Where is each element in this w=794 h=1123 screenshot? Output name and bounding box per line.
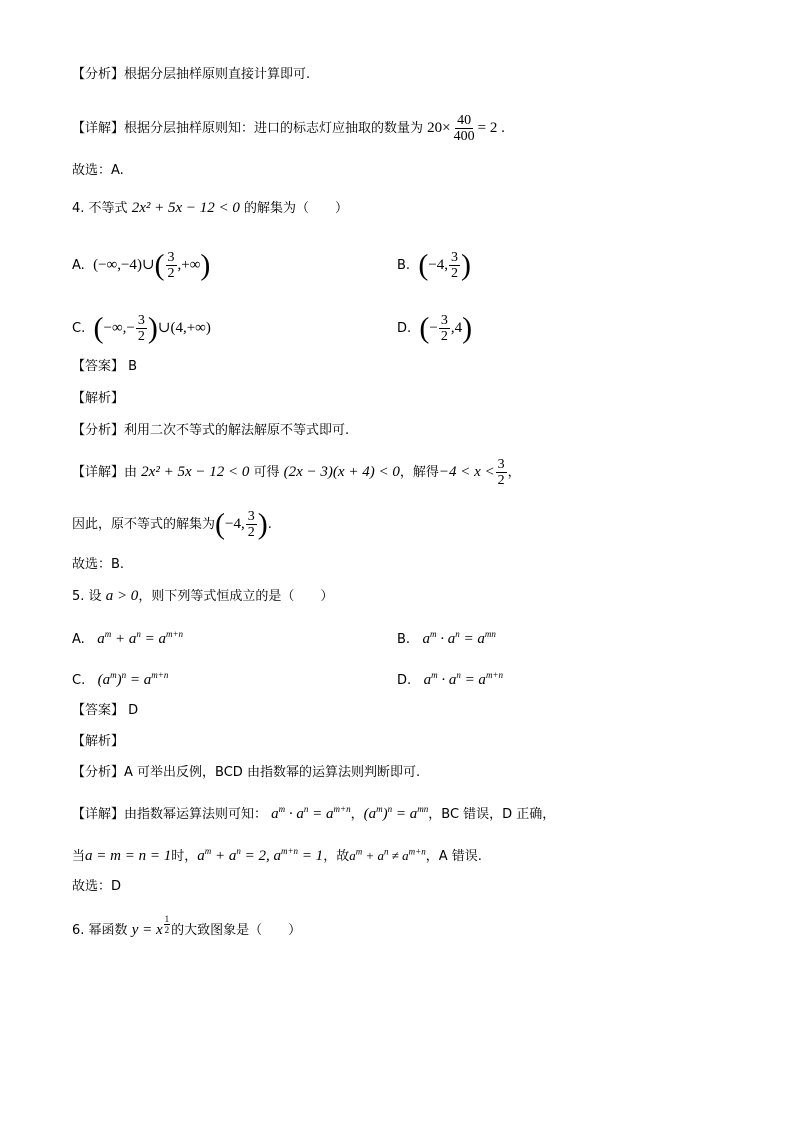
answer-value: B — [128, 359, 138, 374]
option-label: D. — [397, 673, 412, 688]
left-paren: ( — [154, 248, 165, 282]
option-expression — [419, 311, 473, 345]
q5-analysis — [72, 764, 420, 782]
stem-expression: y = x $\frac{1}{2}$ — [131, 914, 170, 938]
fraction-numerator: 3 — [167, 250, 175, 265]
fraction-denominator: 2 — [167, 266, 175, 281]
q5-option-c — [72, 666, 168, 690]
detail-text: 由指数幂运算法则可知： — [124, 807, 268, 822]
option-expression: $(a^m)^n = a^{m+n}$ — [97, 670, 169, 688]
left-paren: ( — [215, 507, 226, 541]
fraction-numerator: 3 — [497, 457, 505, 472]
q4-answer — [72, 358, 137, 376]
fraction-denominator: 400 — [453, 129, 475, 144]
interval-part: − — [429, 319, 438, 336]
interval-tail: 4,+∞ — [175, 319, 206, 336]
stem-prefix: 6. 幂函数 — [72, 923, 128, 938]
q3-choice: 故选：A. — [72, 163, 124, 178]
option-label: C. — [72, 320, 86, 336]
fraction-denominator: 2 — [451, 266, 459, 281]
option-expression: (−∞,−4)∪( $\frac{3}{2}$ ,+∞) — [93, 248, 211, 282]
q5-choice: 故选：D — [72, 879, 122, 894]
option-expression: $a^m + a^n = a^{m+n}$ — [97, 629, 184, 647]
option-label: B. — [397, 257, 411, 273]
interval-part: −∞,− — [103, 319, 135, 336]
left-paren: ( — [93, 311, 104, 345]
fraction-numerator: 3 — [247, 509, 255, 524]
option-label: B. — [397, 632, 411, 647]
stem-suffix: 的大致图象是（ ） — [171, 923, 302, 938]
q4-option-d — [397, 313, 472, 344]
q5-answer — [72, 702, 138, 720]
q3-detail-line — [72, 113, 505, 144]
fraction-denominator: 2 — [137, 329, 145, 344]
conclusion-text: . — [267, 516, 272, 532]
union-symbol: ∪ — [141, 256, 155, 273]
q5-explain-tag: 【解析】 — [72, 734, 125, 749]
fraction-denominator: 2 — [497, 473, 505, 488]
interval-tail: ,+∞ — [177, 256, 201, 273]
fraction-denominator: 2 — [440, 329, 448, 344]
interval-part: −4, — [225, 515, 245, 532]
q5-detail — [72, 800, 555, 824]
fraction — [166, 250, 177, 281]
detail-expression: −4 < x < — [438, 464, 495, 480]
option-label: A. — [72, 632, 85, 647]
detail-text: ，A 错误. — [425, 849, 482, 864]
q4-option-b — [397, 250, 471, 281]
stem-expression: 2x² + 5x − 12 < 0 — [131, 200, 240, 216]
fraction — [246, 509, 257, 540]
conclusion-text: 因此，原不等式的解集为 — [72, 516, 216, 532]
q5-option-a — [72, 625, 183, 649]
q4-stem — [72, 199, 348, 218]
left-paren: ( — [419, 311, 430, 345]
option-label: A. — [72, 257, 85, 273]
detail-text: 可得 — [253, 465, 280, 480]
q3-analysis-line — [72, 66, 310, 84]
answer-tag: 【答案】 — [72, 703, 125, 718]
q4-choice: 故选：B. — [72, 557, 125, 572]
stem-suffix: 的解集为（ ） — [244, 201, 349, 216]
q4-option-c — [72, 313, 211, 344]
q5-option-b — [397, 625, 496, 649]
detail-expression: $a^m \cdot a^n = a^{m+n}$ — [271, 804, 351, 822]
detail-text: 当 — [72, 849, 86, 864]
detail-expression: a = m = n = 1 — [85, 848, 172, 864]
fraction-numerator: 3 — [451, 250, 459, 265]
detail-tag: 【详解】 — [72, 465, 125, 480]
q4-conclusion — [72, 509, 272, 540]
fraction — [496, 457, 507, 488]
detail-tag: 【详解】 — [72, 807, 125, 822]
q4-option-a — [72, 250, 210, 281]
detail-expression: $(a^m)^n = a^{mn}$ — [363, 804, 429, 822]
detail-tag: 【详解】 — [72, 121, 125, 136]
detail-text: ，解得 — [399, 465, 439, 480]
fraction-numerator: 1 — [164, 914, 170, 924]
detail-expression: $a^m + a^n = 2$, $a^{m+n} = 1$ — [197, 846, 324, 864]
option-expression — [418, 248, 472, 282]
q6-stem — [72, 914, 301, 940]
q4-detail — [72, 457, 521, 488]
detail-expr-result: = 2 . — [477, 120, 505, 136]
left-paren: ( — [418, 248, 429, 282]
fraction — [439, 313, 450, 344]
interval-part: −4, — [428, 256, 449, 273]
option-label: C. — [72, 673, 86, 688]
option-expression: $a^m \cdot a^n = a^{m+n}$ — [423, 670, 504, 688]
detail-expression: (2x − 3)(x + 4) < 0 — [283, 464, 400, 480]
analysis-tag: 【分析】 — [72, 765, 125, 780]
stem-suffix: ，则下列等式恒成立的是（ ） — [138, 589, 334, 604]
exponent-fraction — [164, 914, 171, 935]
stem-prefix: 4. 不等式 — [72, 201, 128, 216]
detail-text: 时， — [171, 849, 198, 864]
analysis-text: 利用二次不等式的解法解原不等式即可. — [124, 423, 350, 438]
fraction-denominator: 2 — [164, 925, 170, 935]
detail-expr: 20× — [427, 120, 451, 136]
union-symbol: ∪ — [157, 319, 171, 336]
fraction — [449, 250, 460, 281]
stem-prefix: 5. 设 — [72, 589, 102, 604]
detail-text: 由 — [124, 465, 138, 480]
detail-text: 根据分层抽样原则知：进口的标志灯应抽取的数量为 — [124, 121, 424, 136]
q5-detail-line2 — [72, 842, 482, 866]
right-paren: ) — [200, 248, 211, 282]
interval-tail: ,4 — [450, 319, 463, 336]
answer-tag: 【答案】 — [72, 359, 125, 374]
detail-text: ，故 — [323, 849, 350, 864]
stem-expression: a > 0 — [105, 588, 139, 604]
analysis-text: A 可举出反例，BCD 由指数幂的运算法则判断即可. — [124, 765, 421, 780]
detail-expression: 2x² + 5x − 12 < 0 — [141, 464, 250, 480]
option-expression: $a^m \cdot a^n = a^{mn}$ — [422, 629, 496, 647]
fraction — [452, 113, 477, 144]
fraction-numerator: 3 — [440, 313, 448, 328]
fraction-numerator: 40 — [457, 113, 472, 128]
analysis-text: 根据分层抽样原则直接计算即可. — [124, 67, 311, 82]
detail-text: ， — [507, 465, 521, 480]
fraction-denominator: 2 — [247, 525, 255, 540]
detail-text: ， — [350, 807, 364, 822]
analysis-tag: 【分析】 — [72, 67, 125, 82]
conclusion-expression — [215, 507, 268, 541]
right-paren: ) — [147, 311, 158, 345]
option-expression: (−∞,− $\frac{3}{2}$ )∪(4,+∞) — [93, 311, 211, 345]
detail-expression: $a^m + a^n \ne a^{m+n}$ — [349, 846, 426, 863]
answer-value: D — [128, 703, 139, 718]
q4-explain-tag: 【解析】 — [72, 391, 125, 406]
right-paren: ) — [461, 248, 472, 282]
detail-text: ，BC 错误，D 正确， — [428, 807, 556, 822]
fraction — [136, 313, 147, 344]
interval-part: −∞,−4 — [98, 256, 137, 273]
q5-option-d — [397, 666, 503, 690]
right-paren: ) — [462, 311, 473, 345]
fraction-numerator: 3 — [137, 313, 145, 328]
option-label: D. — [397, 320, 412, 336]
q5-stem — [72, 587, 333, 606]
analysis-tag: 【分析】 — [72, 423, 125, 438]
right-paren: ) — [257, 507, 268, 541]
q4-analysis — [72, 422, 349, 440]
